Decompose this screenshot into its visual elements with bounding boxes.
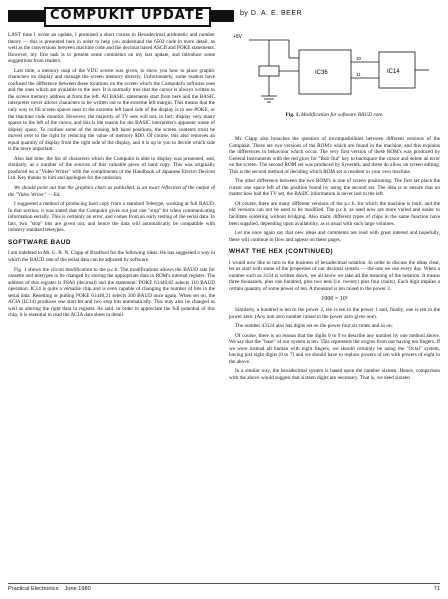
circuit-figure [229,26,440,124]
figure-caption [229,112,440,118]
label-supply: +5V [233,34,243,40]
paragraph: I am indebted to Mr. G. R. N. Clapp of Bradford for the following ideas. He has suggested a way in which the BAUD rate of the serial data can be adjusted by software. [8,250,215,263]
paragraph: Let me once again say that new ideas and comments are read with great interest and hopefully, these will continue to flow and appear on these pages. [229,230,440,243]
article-title: COMPUKIT UPDATE [44,7,211,27]
paragraph: Fig. 1 shows the circuit modification to the p.c.b. The modifications allows the BAUD rate for cassette and teletypes to be changed by storing the appropriate data in ROM's internal register. The address of this register is F8A0 (decimal) and the statement: POKE 61440,82 selects 110 BAUD operation. IC14 is quite a versatile chip and is even capable of changing the number of bits in the serial data. Resetting or pulling POKE 61440,21 selects 300 BAUD once again. When set on, the ACIA (IC14) produces one start bit and two stop bits automatically. This may also be changed as well as altering the right data in register. As said, in order to appreciate the full potential of this chip, it is essential to read the ACIA data sheet in detail. [8,266,215,319]
column-left [8,32,215,570]
paragraph: Similarly, a hundred is ten to the power 2, ten is ten to the power 1 and, finally, one is ten to the power zero. (Any non zero number raised to the power zero gives one). [229,307,440,320]
label-pin-b: 11 [356,72,361,77]
figure-caption-text: Modification for software BAUD rate. [301,112,384,118]
footer-journal: Practical Electronics [8,586,59,592]
paragraph: The number 43124 also has digits set on the power four six times and so on. [235,323,393,330]
paragraph: I suggested a method of producing hard copy from a standard Teletype, working at full BAUD. In that section, it was stated that the Compukit gives out just one "stop" bit when communicating information serially. This is certainly an error, and comes from an early testing of the serial data. In fact, two "stop" bits are given out, and hence the data will automatically be compatible with industry standard teletypes. [8,201,215,234]
paragraph: Also last time, the list of characters which the Compukit is able to display was presented, and, similarly, as a number of the sources of this valuable piece of hard copy. This was originally produced on a "Video Writer" with the compliments of the Handbook of Japanese Electro Devices Ltd. Key thanks to him and apologies for the omission. [8,155,215,182]
page-number: 71 [433,586,440,592]
paragraph: Mr. Clapp also broaches the question of incompatibilities between different versions of the Compukit. There are two versions of the ROM's which are found in the machine, and this explains the differences in behaviour which occur. The very first version of these ROM's was produced by General Instruments with the red glow for "Rub Out" key to backspace the cursor and delete an error on the screen. The second ROM set was produced by Synertek, and these do allow on screen editing. This is the second method of deciding which ROM set is resident in your own machine. [229,136,440,175]
paragraph: Of course, there is no reason that the digits 0 to 9 to describe any number by one method above. We say that the "base" of our system is ten. This represents the origins from our having ten fingers. If we were instead all human with eight fingers, we should certainly be using the "Octal" system, having just eight digits (0 to 7) and we should have to replace powers of ten with powers of eight in the above. [229,332,440,365]
figure-caption-label: Fig. 1. [285,112,300,118]
editor-note: We should point out that the graphics chart as published, is an exact reflection of the output of the "Video Writer" — Ed. [8,185,215,198]
article-byline: by D. A. E. BEER [240,10,303,17]
paragraph: The other difference between the two ROM's is one of screen positioning. The first set place the cursor one space left of the position found by using the second set. The idea is to ensure that no matter how bad the TV set, the BASIC information is never lost to the left. [229,178,440,198]
section-heading-what-the-hex: WHAT THE HEX (CONTINUED) [229,248,334,256]
page-footer [8,583,440,592]
section-heading-software-baud: SOFTWARE BAUD [8,238,71,246]
paragraph: I would now like to turn to the business of hexadecimal notation. In order to discuss the ideas clear, let us start with some of the properties of our decimal system — the one we use every day. When a number such as 3124 is written down, we all know we take all the meaning of the notation. It means three thousands, plus one hundred, plus two tens (i.e. twenty) plus four (units). Each digit implies a certain quantity of some power of ten. A thousand is ten raised to the power 3. [229,259,440,292]
circuit-diagram [229,26,440,112]
equation: 1000 = 10³ [321,296,348,303]
footer-date: June 1980 [64,586,91,592]
label-chip-a: IC36 [315,70,328,76]
column-right [229,136,440,572]
paragraph: LAST time I wrote an update, I promised a short course in Hexadecimal arithmetic and number theory — this is presented here in order to help you understand the 6502 code in more detail, as well as the conversions between machine code and the decimal based ASCII and POKE statements. However, my first task is to present some comments on my last update, and introduce some suggestions from readers. [8,32,215,65]
paragraph: Of course, there are many different versions of the p.c.b. for which the machine is built, and the old versions can not be used to be modified. The p.c.b. as used now are more varied and easier to facilitate soldering without bridging. Also many different types of chips in the same function have been supplied, depending upon availability, as is usual with such large volumes. [229,200,440,227]
label-chip-b: IC14 [387,69,400,75]
paragraph: Last time, a memory map of the VDU screen was given, to show you how to place graphic characters on display and manage the screen memory directly. Unfortunately, some readers have confused the difference between these locations on the screen which the Compukit's software uses and the ones which are available to the user. It is normally true that the cursor is always written to the screen memory address at from the left. All BASIC statements start from here and the BASIC interpreter never allows characters to be written out to the extreme left margin. This means that the only way to fill screen spaces near to the extreme left hand side of the display is to use POKE, or the machine code monitor. However, the majority of TV sets will not, in fact, display very many spaces to the left of the cursor, and this is the reason for the BASIC interpreter's apparent waste of display space. To confuse some of the missing left hand positions, the screen contents must be moved over to the right by reducing the value of memory $D0. Of course, this also removes an equal quantity of display from the right side of the display, and it is up to you to decide which side is the more important. [8,67,215,153]
label-pin-a: 10 [356,56,362,61]
paragraph: In a similar way, the hexadecimal system is based upon the number sixteen. Hence, comparison with the above would suggest that sixteen digits are necessary. That is, we need sixteen [229,368,440,381]
